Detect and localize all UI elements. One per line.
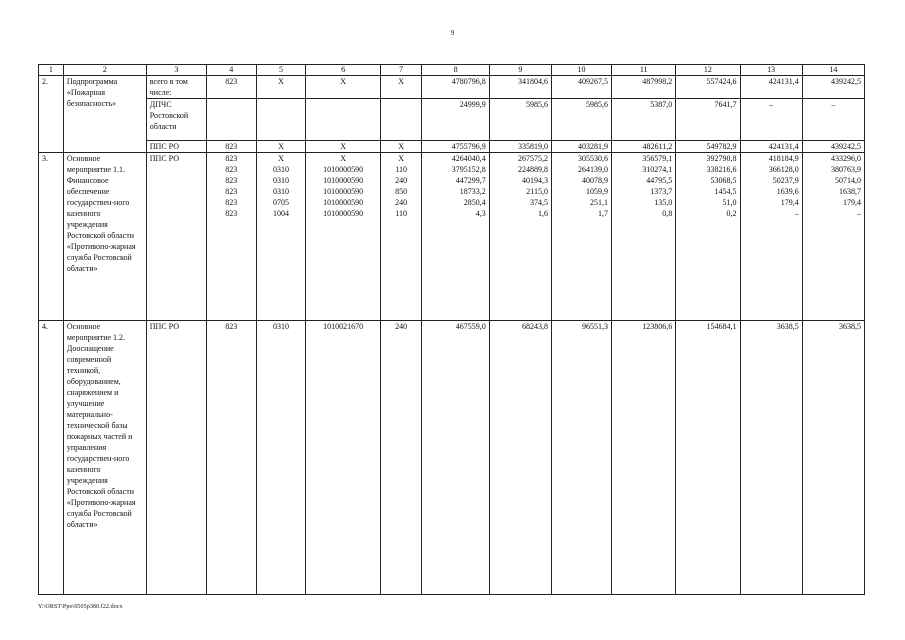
value-year-3: 1373,7 [650, 187, 673, 196]
value-total: 4780796,8 [422, 76, 489, 99]
table-row [39, 321, 865, 595]
grbs-code [206, 99, 256, 141]
value-total: 18733,2 [459, 187, 486, 196]
expense-type-code: 240 [395, 176, 408, 185]
value-year-6: 1638,7 [839, 187, 861, 196]
target-article-code: 1010000590 [323, 209, 364, 218]
section-code: 0310 [272, 176, 289, 185]
value-year-1: 224889,8 [517, 165, 548, 174]
value-year-5: – [740, 99, 802, 141]
target-article-code: X [306, 76, 381, 99]
col-header-3: 3 [146, 65, 206, 76]
column-number-row [39, 65, 865, 76]
expense-type-code: X [380, 141, 421, 153]
expense-type-code: 240 [380, 321, 421, 595]
value-year-5: 179,4 [780, 198, 799, 207]
value-year-3: 0,8 [662, 209, 673, 218]
value-total: 24999,9 [422, 99, 489, 141]
value-year-4: 7641,7 [676, 99, 740, 141]
value-year-2: 40078,9 [582, 176, 609, 185]
value-year-2: 96551,3 [551, 321, 611, 595]
value-total: 467559,0 [422, 321, 489, 595]
value-year-4: 557424,6 [676, 76, 740, 99]
value-year-4: 0,2 [726, 209, 737, 218]
section-code: X [278, 154, 284, 163]
target-article-code: 1010000590 [323, 198, 364, 207]
value-year-6: – [802, 99, 864, 141]
value-year-1-list [489, 153, 551, 321]
value-year-2: 409267,5 [551, 76, 611, 99]
grbs-code: 823 [225, 187, 238, 196]
col-header-8: 8 [422, 65, 489, 76]
section-code-list [256, 153, 306, 321]
grbs-code: 823 [206, 321, 256, 595]
grbs-code: 823 [225, 176, 238, 185]
budget-table [38, 64, 865, 595]
value-year-1: 5985,6 [489, 99, 551, 141]
value-year-5-list [740, 153, 802, 321]
item-name: Подпрограмма «Пожарная безопасность» [63, 76, 146, 153]
section-code: 0310 [256, 321, 306, 595]
col-header-4: 4 [206, 65, 256, 76]
value-year-6-list [802, 153, 864, 321]
grbs-code: 823 [225, 198, 238, 207]
value-year-6: 439242,5 [802, 141, 864, 153]
target-article-code: 1010000590 [323, 165, 364, 174]
section-code: X [256, 76, 306, 99]
section-code: 0705 [272, 198, 289, 207]
col-header-9: 9 [489, 65, 551, 76]
target-article-code: 1010000590 [323, 187, 364, 196]
value-year-3: 310274,1 [642, 165, 673, 174]
expense-type-list [380, 153, 421, 321]
value-year-2: 5985,6 [551, 99, 611, 141]
value-year-5: 1639,6 [776, 187, 799, 196]
value-year-6: – [857, 209, 861, 218]
col-header-14: 14 [802, 65, 864, 76]
value-year-6: 439242,5 [802, 76, 864, 99]
value-year-2: 1059,9 [586, 187, 609, 196]
value-year-1: 267575,2 [517, 154, 548, 163]
value-year-3: 487998,2 [612, 76, 676, 99]
value-year-5: 50237,9 [772, 176, 799, 185]
expense-type-code [380, 99, 421, 141]
col-header-11: 11 [612, 65, 676, 76]
expense-type-code: 110 [395, 165, 408, 174]
target-article-code: X [340, 154, 347, 163]
section-code: 0310 [272, 187, 289, 196]
item-name: Основное мероприятие 1.1. Финансовое обеспечение государствен-ного казенного учреждения Ростовской области «Противопо-жарная служба Ростовской области» [63, 153, 146, 321]
value-year-1: 2115,0 [526, 187, 548, 196]
value-year-2: 403281,9 [551, 141, 611, 153]
grbs-code: 823 [225, 209, 238, 218]
target-article-list [306, 153, 381, 321]
value-year-1: 341804,6 [489, 76, 551, 99]
grbs-code: 823 [206, 76, 256, 99]
col-header-13: 13 [740, 65, 802, 76]
table-row [39, 99, 865, 141]
grbs-code: 823 [206, 141, 256, 153]
value-year-3: 135,0 [654, 198, 673, 207]
value-year-2: 251,1 [590, 198, 609, 207]
grbs-code: 823 [225, 154, 238, 163]
col-header-10: 10 [551, 65, 611, 76]
expense-type-code: X [398, 154, 405, 163]
value-year-1: 1,6 [537, 209, 548, 218]
executor: ППС РО [146, 321, 206, 595]
grbs-code-list [206, 153, 256, 321]
value-year-3: 482611,2 [612, 141, 676, 153]
expense-type-code: 850 [395, 187, 408, 196]
value-year-3: 356579,1 [642, 154, 673, 163]
expense-type-code: 110 [395, 209, 408, 218]
value-year-2: 1,7 [598, 209, 609, 218]
value-year-5: 418184,9 [768, 154, 799, 163]
target-article-code: 1010021670 [306, 321, 381, 595]
value-year-2: 305530,6 [578, 154, 609, 163]
executor: ППС РО [146, 141, 206, 153]
expense-type-code: X [380, 76, 421, 99]
value-year-3: 5387,0 [612, 99, 676, 141]
executor: ППС РО [146, 153, 206, 321]
value-year-2-list [551, 153, 611, 321]
value-total: 447299,7 [455, 176, 486, 185]
section-code: 1004 [272, 209, 289, 218]
value-total-list [422, 153, 489, 321]
value-year-6: 3638,5 [802, 321, 864, 595]
value-year-4: 51,0 [722, 198, 737, 207]
value-year-5: 424131,4 [740, 76, 802, 99]
col-header-2: 2 [63, 65, 146, 76]
table-row [39, 153, 865, 321]
section-code: X [256, 141, 306, 153]
value-total: 2850,4 [463, 198, 486, 207]
col-header-12: 12 [676, 65, 740, 76]
value-year-4: 1454,5 [714, 187, 737, 196]
col-header-6: 6 [306, 65, 381, 76]
value-year-1: 68243,8 [489, 321, 551, 595]
value-year-4: 338216,6 [706, 165, 737, 174]
value-year-3: 123806,6 [612, 321, 676, 595]
section-code: 0310 [272, 165, 289, 174]
executor: всего в том числе: [146, 76, 206, 99]
row-number: 2. [39, 76, 64, 153]
value-year-3-list [612, 153, 676, 321]
value-year-3: 44795,5 [646, 176, 673, 185]
col-header-1: 1 [39, 65, 64, 76]
value-total: 3795152,8 [451, 165, 486, 174]
row-number: 4. [39, 321, 64, 595]
table-row [39, 141, 865, 153]
value-year-1: 374,5 [529, 198, 548, 207]
value-year-4: 392790,8 [706, 154, 737, 163]
value-year-6: 50714,0 [835, 176, 861, 185]
value-year-4-list [676, 153, 740, 321]
executor: ДПЧС Ростовской области [146, 99, 206, 141]
value-year-1: 40194,3 [521, 176, 548, 185]
value-total: 4755796,9 [422, 141, 489, 153]
value-year-2: 264139,0 [578, 165, 609, 174]
value-year-5: 3638,5 [740, 321, 802, 595]
value-year-6: 380763,9 [831, 165, 861, 174]
value-year-6: 179,4 [843, 198, 861, 207]
value-year-4: 549782,9 [676, 141, 740, 153]
value-year-5: 366128,0 [768, 165, 799, 174]
file-path-footer: Y:\ORST\Ppo\0505p380.f22.docx [38, 604, 123, 610]
grbs-code: 823 [225, 165, 238, 174]
target-article-code [306, 99, 381, 141]
value-year-4: 154684,1 [676, 321, 740, 595]
value-year-5: 424131,4 [740, 141, 802, 153]
table-row [39, 76, 865, 99]
value-total: 4264040,4 [451, 154, 486, 163]
row-number: 3. [39, 153, 64, 321]
page-number: 9 [450, 29, 455, 37]
target-article-code: 1010000590 [323, 176, 364, 185]
target-article-code: X [306, 141, 381, 153]
col-header-7: 7 [380, 65, 421, 76]
expense-type-code: 240 [395, 198, 408, 207]
value-year-4: 53068,5 [710, 176, 737, 185]
value-year-5: – [794, 209, 799, 218]
value-year-1: 335819,0 [489, 141, 551, 153]
item-name: Основное мероприятие 1.2. Дооснащение современной техникой, оборудованием, снаряжением и улучшение материально-технической базы пожарных частей и управления государствен-ного казенного учреждения Ростовской области «Противопо-жарная служба Ростовской области» [63, 321, 146, 595]
section-code [256, 99, 306, 141]
value-total: 4,3 [475, 209, 486, 218]
col-header-5: 5 [256, 65, 306, 76]
value-year-6: 433296,0 [831, 154, 861, 163]
